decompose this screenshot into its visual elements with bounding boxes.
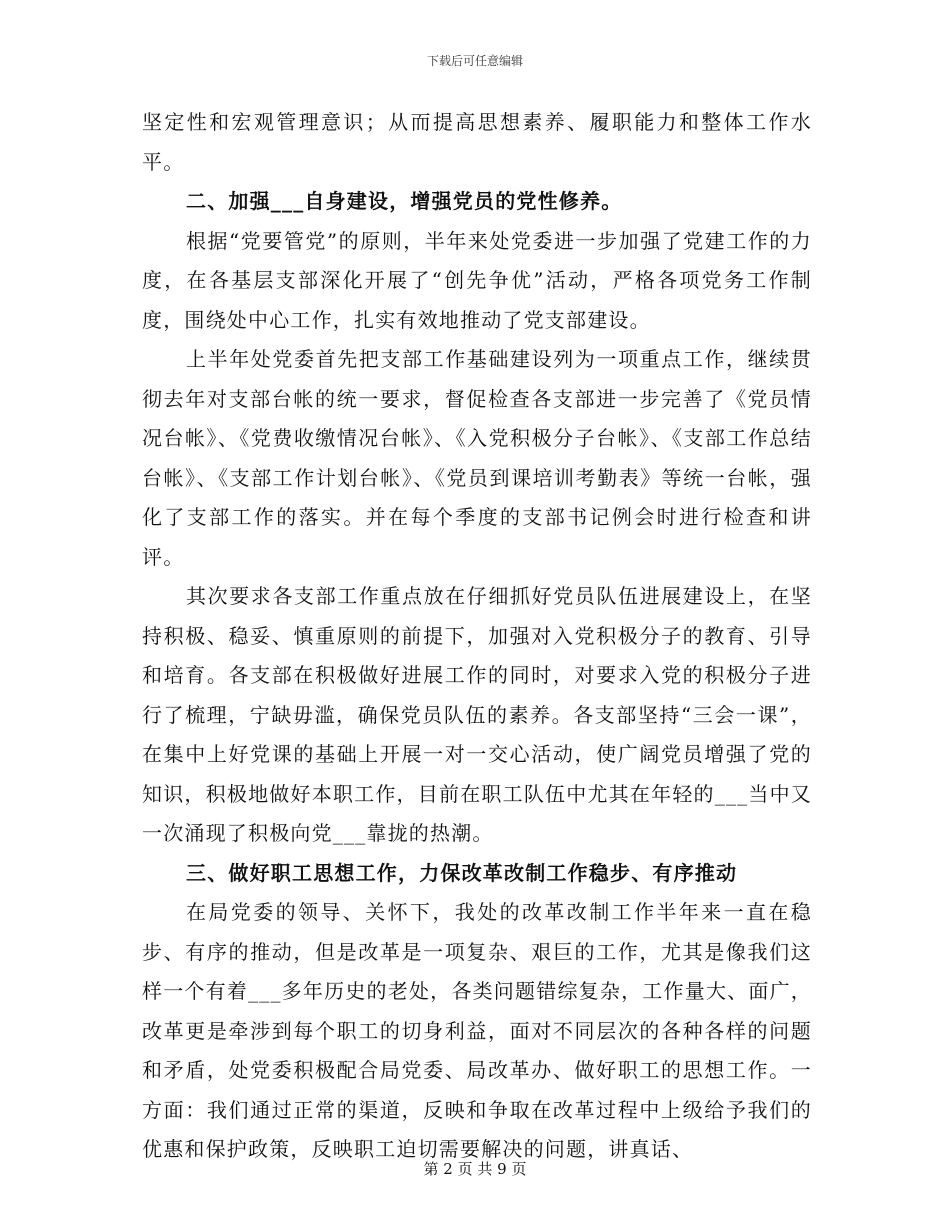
page-number: 第 2 页 共 9 页 — [423, 1160, 527, 1178]
paragraph-reform: 在局党委的领导、关怀下，我处的改革改制工作半年来一直在稳步、有序的推动，但是改革是一项复杂、艰巨的工作，尤其是像我们这样一个有着___多年历史的老处，各类问题错综复杂，工作量大、面广，改革更是牵涉到每个职工的切身利益，面对不同层次的各种各样的问题和矛盾，处党委积极配合局党委、局改革办、做好职工的思想工作。一方面：我们通过正常的渠道，反映和争取在改革过程中上级给予我们的优惠和保护政策，反映职工迫切需要解决的问题，讲真话、 — [142, 900, 812, 1161]
paragraph-ledger: 上半年处党委首先把支部工作基础建设列为一项重点工作，继续贯彻去年对支部台帐的统一要求，督促检查各支部进一步完善了《党员情况台帐》、《党费收缴情况台帐》、《入党积极分子台帐》、《支部工作总结台帐》、《支部工作计划台帐》、《党员到课培训考勤表》等统一台帐，强化了支部工作的落实。并在每个季度的支部书记例会时进行检查和讲评。 — [142, 347, 812, 569]
document-body — [142, 103, 812, 1170]
paragraph-continuation: 坚定性和宏观管理意识；从而提高思想素养、履职能力和整体工作水平。 — [142, 110, 812, 174]
section-heading-3: 三、做好职工思想工作，力保改革改制工作稳步、有序推动 — [186, 860, 738, 885]
paragraph-party-building: 根据“党要管党”的原则，半年来处党委进一步加强了党建工作的力度，在各基层支部深化开展了“创先争优”活动，严格各项党务工作制度，围绕处中心工作，扎实有效地推动了党支部建设。 — [142, 228, 812, 332]
section-heading-2: 二、加强___自身建设，增强党员的党性修养。 — [186, 189, 623, 213]
paragraph-member-development: 其次要求各支部工作重点放在仔细抓好党员队伍进展建设上，在坚持积极、稳妥、慎重原则的前提下，加强对入党积极分子的教育、引导和培育。各支部在积极做好进展工作的同时，对要求入党的积极分子进行了梳理，宁缺毋滥，确保党员队伍的素养。各支部坚持“三会一课”，在集中上好党课的基础上开展一对一交心活动，使广阔党员增强了党的知识，积极地做好本职工作，目前在职工队伍中尤其在年轻的___当中又一次涌现了积极向党___靠拢的热潮。 — [142, 584, 812, 845]
page-header-note: 下载后可任意编辑 — [426, 54, 523, 68]
